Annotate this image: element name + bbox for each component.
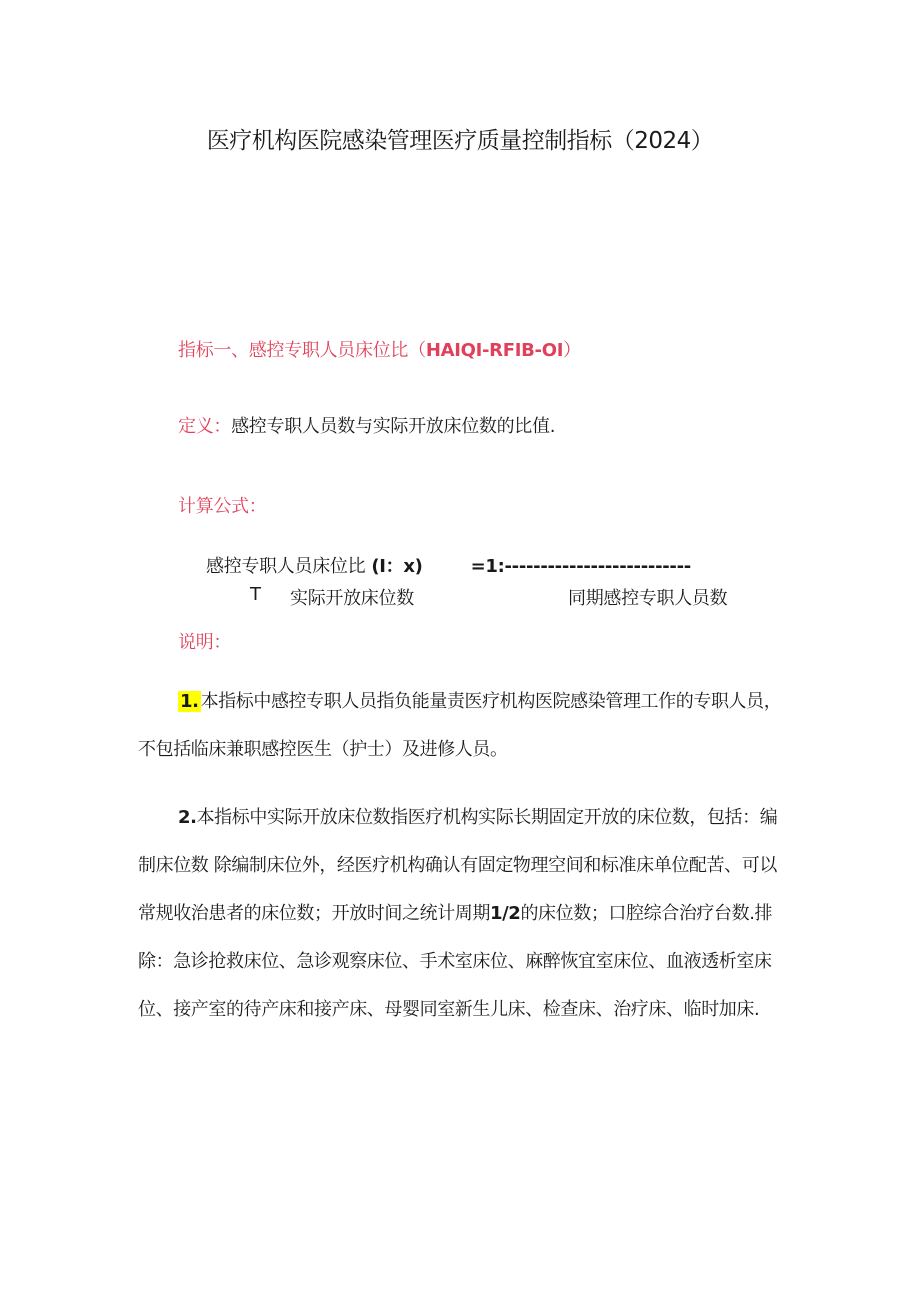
formula-denominator-right: 同期感控专职人员数 (568, 588, 728, 609)
document-title: 医疗机构医院感染管理医疗质量控制指标（2024） (206, 128, 714, 154)
definition-text: 感控专职人员数与实际开放床位数的比值. (231, 416, 556, 437)
formula-label: 计算公式： (178, 496, 267, 517)
note-1-number: 1. (180, 691, 199, 712)
formula-rhs: =1:-------------------------- (470, 556, 691, 577)
formula-ratio: (I：x) (371, 556, 423, 577)
formula-t: T (250, 584, 261, 605)
note-2-bold-fraction: 1/2 (490, 903, 521, 924)
indicator-heading (178, 336, 581, 362)
note-paragraph-2 (138, 794, 788, 1034)
definition-line (178, 412, 555, 438)
formula-lhs: 感控专职人员床位比 (206, 556, 366, 577)
indicator-code: HAIQI-RFIB-OI (425, 340, 564, 361)
formula-denominator-left: 实际开放床位数 (290, 588, 414, 609)
formula-numerator-line (206, 552, 691, 578)
indicator-heading-prefix: 指标一、感控专职人员床位比（ (178, 340, 426, 361)
note-2-text-a: 本指标中实际开放床位数指医疗机构实际长期固定开放的床位数，包括：编制床位数 除编制床位外，经医疗机构确认有固定物理空间和标准床单位配苦、可以常规收治患者的床位数；开放时间之统计周期 (138, 807, 778, 924)
note-1-text: 本指标中感控专职人员指负能量责医疗机构医院感染管理工作的专职人员，不包括临床兼职感控医生（护士）及进修人员。 (138, 691, 782, 760)
definition-label: 定义： (178, 416, 232, 437)
indicator-heading-suffix: ） (563, 340, 581, 361)
note-2-text-b: 的床位数；口腔综合治疗台数.排除：急诊抢救床位、急诊观察床位、手术室床位、麻醉恢宜室床位、血液透析室床位、接产室的待产床和接产床、母婴同室新生儿床、检查床、治疗床、临时加床. (138, 903, 773, 1020)
notes-label: 说明： (178, 632, 232, 653)
note-paragraph-1 (138, 678, 788, 774)
note-2-number: 2. (178, 807, 197, 828)
